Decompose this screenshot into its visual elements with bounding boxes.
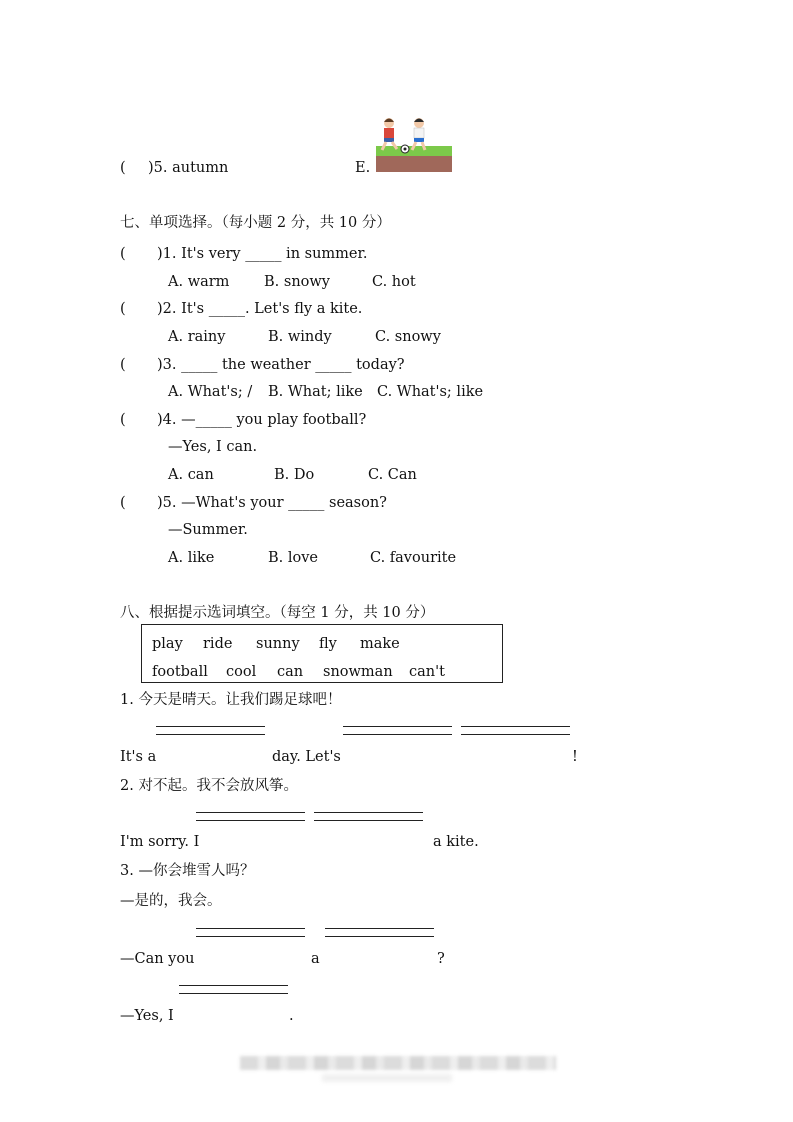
fill-1-text-mid: day. Let's [272, 749, 341, 765]
player-right-icon [412, 118, 425, 150]
blurred-footer-watermark-sub [322, 1074, 452, 1082]
word-bank-item: can [277, 664, 304, 680]
word-bank-item: cool [226, 664, 257, 680]
q5-option-b: B. love [268, 550, 319, 566]
q1-option-a: A. warm [168, 274, 230, 290]
fill-1-chinese: 1. 今天是晴天。让我们踢足球吧！ [120, 692, 342, 708]
fill-3-chinese-reply: —是的，我会。 [120, 893, 222, 909]
fill-2-chinese: 2. 对不起。我不会放风筝。 [120, 778, 298, 794]
fill-3-answer-end: . [289, 1008, 294, 1024]
player-left-icon [382, 118, 397, 150]
option-e-label: E. [355, 160, 371, 176]
q2-option-a: A. rainy [168, 329, 226, 345]
blurred-footer-watermark [240, 1056, 556, 1070]
item-5-paren: ( [120, 160, 126, 176]
word-bank-item: sunny [256, 636, 300, 652]
q3-option-c: C. What's; like [377, 384, 484, 400]
q1-paren: ( [120, 246, 126, 262]
fill-1-text-end: ! [572, 749, 578, 765]
children-playing-football-illustration [375, 114, 453, 174]
fill-3-chinese: 3. —你会堆雪人吗？ [120, 863, 255, 879]
word-bank-item: ride [203, 636, 233, 652]
word-bank-item: can't [409, 664, 445, 680]
q2-option-c: C. snowy [375, 329, 441, 345]
q5-option-a: A. like [168, 550, 215, 566]
fill-3-blank-1[interactable] [196, 928, 305, 929]
word-bank-item: fly [319, 636, 337, 652]
q5-option-c: C. favourite [370, 550, 457, 566]
q5-paren: ( [120, 495, 126, 511]
fill-3-question-end: ? [437, 951, 445, 967]
word-bank-item: football [152, 664, 208, 680]
fill-1-text-start: It's a [120, 749, 157, 765]
q5-stem: )5. —What's your _____ season? [157, 495, 387, 511]
fill-3-question-start: —Can you [120, 951, 195, 967]
q3-option-b: B. What; like [268, 384, 363, 400]
fill-3-answer-start: —Yes, I [120, 1008, 174, 1024]
q4-option-a: A. can [168, 467, 214, 483]
q4-paren: ( [120, 412, 126, 428]
q3-paren: ( [120, 357, 126, 373]
q4-option-c: C. Can [368, 467, 417, 483]
fill-2-text-end: a kite. [433, 834, 479, 850]
section-8-title: 八、根据提示选词填空。（每空 1 分，共 10 分） [120, 605, 435, 621]
word-bank-item: make [360, 636, 400, 652]
q1-option-c: C. hot [372, 274, 416, 290]
q1-option-b: B. snowy [264, 274, 330, 290]
fill-3-question-mid: a [311, 951, 320, 967]
word-bank-item: play [152, 636, 183, 652]
item-5-text: )5. autumn [148, 160, 229, 176]
q1-stem: )1. It's very _____ in summer. [157, 246, 368, 262]
fill-1-blank-2[interactable] [343, 726, 452, 727]
q4-option-b: B. Do [274, 467, 315, 483]
fill-3-blank-3[interactable] [179, 985, 288, 986]
fill-1-blank-1[interactable] [156, 726, 265, 727]
section-7-title: 七、单项选择。（每小题 2 分，共 10 分） [120, 215, 391, 231]
q5-reply: —Summer. [168, 522, 248, 538]
fill-3-blank-2[interactable] [325, 928, 434, 929]
fill-2-blank-1[interactable] [196, 812, 305, 813]
q4-reply: —Yes, I can. [168, 439, 258, 455]
q3-stem: )3. _____ the weather _____ today? [157, 357, 405, 373]
fill-2-blank-2[interactable] [314, 812, 423, 813]
fill-1-blank-3[interactable] [461, 726, 570, 727]
q4-stem: )4. —_____ you play football? [157, 412, 367, 428]
q3-option-a: A. What's; / [168, 384, 253, 400]
football-icon [401, 145, 409, 153]
word-bank-item: snowman [323, 664, 393, 680]
q2-option-b: B. windy [268, 329, 332, 345]
q2-stem: )2. It's _____. Let's fly a kite. [157, 301, 363, 317]
fill-2-text-start: I'm sorry. I [120, 834, 200, 850]
q2-paren: ( [120, 301, 126, 317]
